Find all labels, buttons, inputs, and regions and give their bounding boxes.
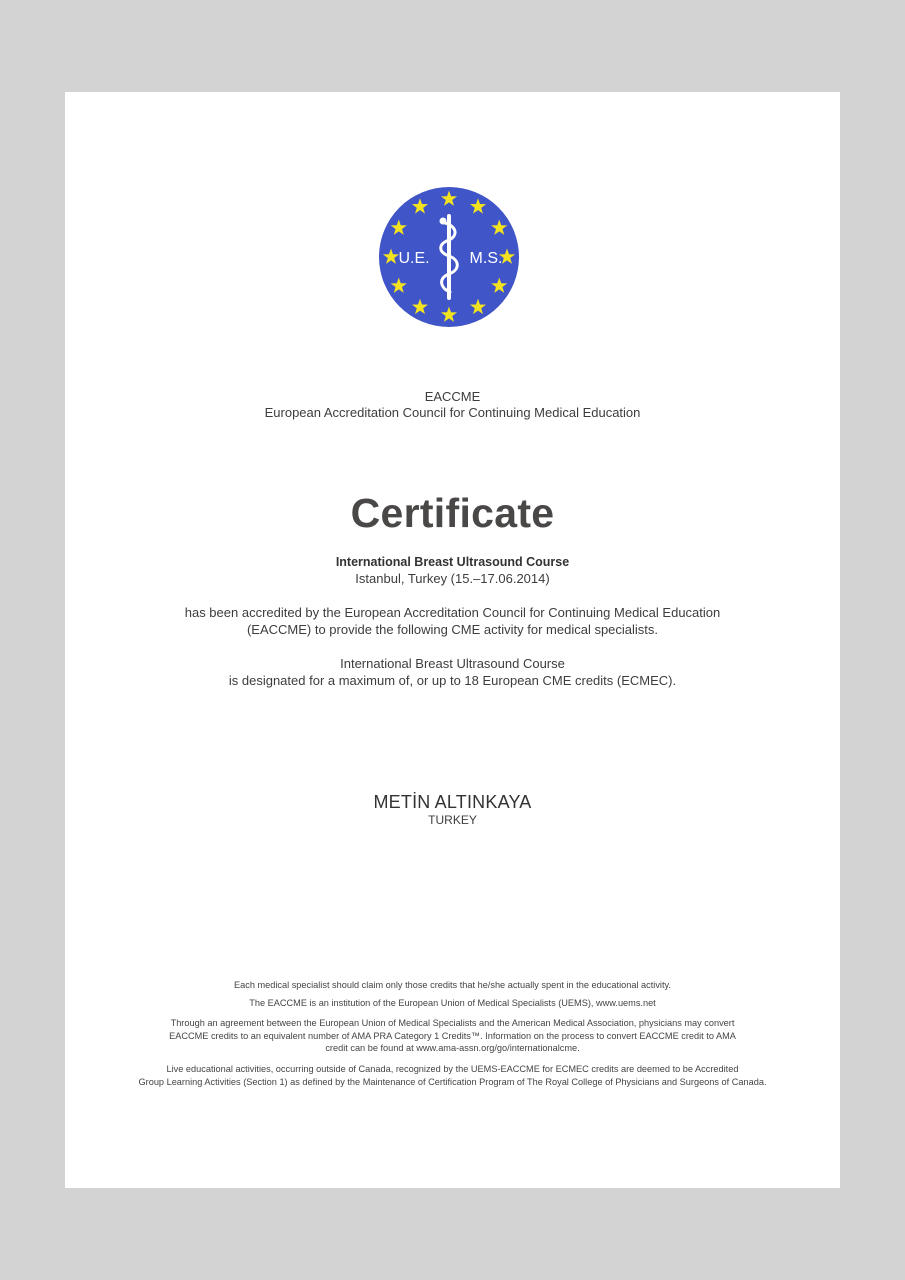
accreditation-statement <box>65 604 840 638</box>
footer-line-institution: The EACCME is an institution of the European Union of Medical Specialists (UEMS), www.uems.net <box>249 998 656 1008</box>
course-location: Istanbul, Turkey (15.–17.06.2014) <box>355 571 550 586</box>
org-abbreviation: EACCME <box>424 389 481 404</box>
course-name: International Breast Ultrasound Course <box>335 555 570 569</box>
uems-logo <box>378 186 520 328</box>
footer-canada-recognition <box>65 1063 840 1088</box>
logo-text-left: U.E. <box>398 250 430 267</box>
footer-line-credits: Each medical specialist should claim only those credits that he/she actually spent in the educational activity. <box>234 980 671 990</box>
accreditation-line: has been accredited by the European Accreditation Council for Continuing Medical Education <box>184 605 721 620</box>
certificate-page <box>65 92 840 1188</box>
certificate-title: Certificate <box>350 490 555 536</box>
footer-canada-line: Group Learning Activities (Section 1) as defined by the Maintenance of Certification Program of The Royal College of Physicians and Surgeons of Canada. <box>138 1076 767 1087</box>
designation-line: is designated for a maximum of, or up to 18 European CME credits (ECMEC). <box>228 673 677 688</box>
org-full-name: European Accreditation Council for Continuing Medical Education <box>264 405 641 420</box>
designation-statement <box>65 655 840 689</box>
footer-ama-line: Through an agreement between the European Union of Medical Specialists and the American Medical Association, physicians may convert <box>170 1018 735 1028</box>
recipient-name: METİN ALTINKAYA <box>373 792 532 812</box>
designation-line: International Breast Ultrasound Course <box>340 656 565 671</box>
footer-ama-line: EACCME credits to an equivalent number of AMA PRA Category 1 Credits™. Information on the process to convert EACCME credit to AMA <box>169 1030 736 1041</box>
footer-ama-line: credit can be found at www.ama-assn.org/go/internationalcme. <box>325 1043 580 1053</box>
accreditation-line: (EACCME) to provide the following CME activity for medical specialists. <box>246 622 659 637</box>
recipient-country: TURKEY <box>428 813 477 827</box>
footer-canada-line: Live educational activities, occurring outside of Canada, recognized by the UEMS-EACCME for ECMEC credits are deemed to be Accredited <box>166 1064 739 1074</box>
footer-ama-agreement <box>65 1017 840 1055</box>
logo-text-right: M.S. <box>469 250 503 267</box>
